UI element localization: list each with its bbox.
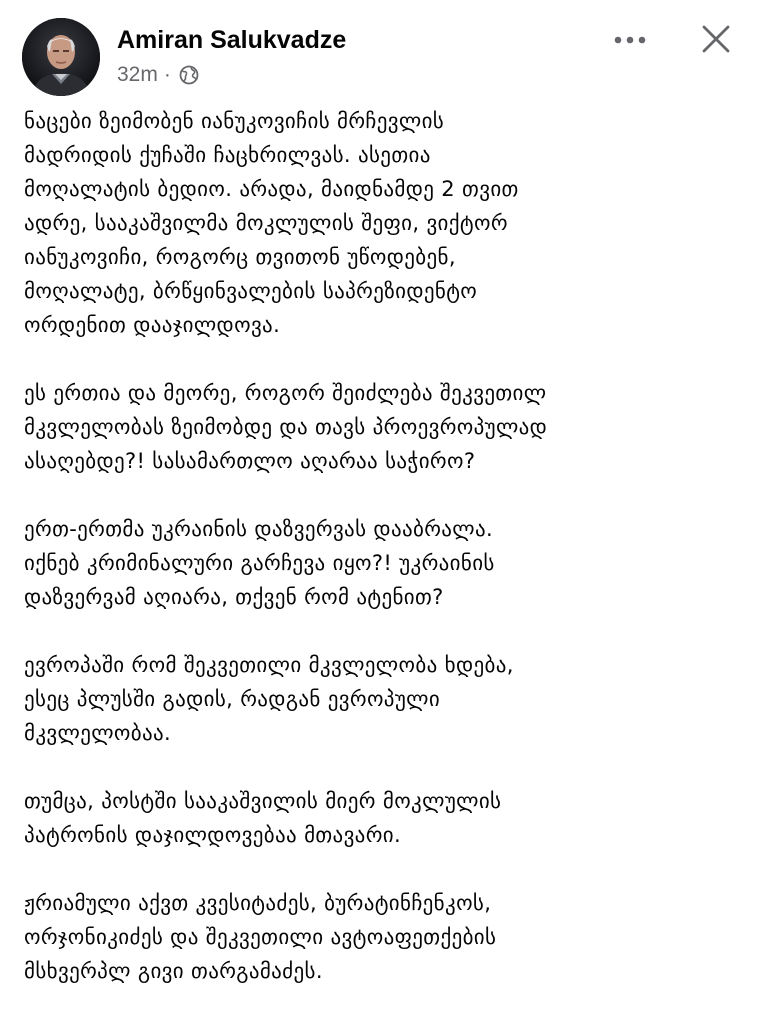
post-paragraph [24,104,744,342]
more-horizontal-icon [613,35,647,45]
text-line: იანუკოვიჩი, როგორც თვითონ უწოდებენ, [24,245,456,269]
author-avatar[interactable] [22,18,100,96]
text-line: ეს ერთია და მეორე, როგორ შეიძლება შეკვეთილ [24,381,547,405]
text-line: პატრონის დაჯილდოვებაა მთავარი. [24,823,402,847]
close-icon [701,24,731,54]
text-line: ორდენით დააჯილდოვა. [24,313,281,337]
text-line: ჟრიამული აქვთ კვესიტაძეს, ბურატინჩენკოს, [24,891,492,915]
text-line: მსხვერპლ გივი თარგამაძეს. [24,959,323,983]
post-paragraph [24,376,744,478]
post-meta [117,63,199,87]
text-line: იქნებ კრიმინალური გარჩევა იყო?! უკრაინის [24,551,495,575]
text-line: ევროპაში რომ შეკვეთილი მკვლელობა ხდება, [24,653,514,677]
text-line: ნაცები ზეიმობენ იანუკოვიჩის მრჩევლის [24,109,445,133]
text-line: მადრიდის ქუჩაში ჩაცხრილვას. ასეთია [24,143,431,167]
text-line: თუმცა, პოსტში სააკაშვილის მიერ მოკლულის [24,789,502,813]
post-body [24,104,744,1022]
author-name[interactable]: Amiran Salukvadze [117,26,347,54]
post-paragraph [24,886,744,988]
close-button[interactable] [694,17,738,61]
text-line: ასაღებდე?! სასამართლო აღარაა საჭირო? [24,449,476,473]
text-line: მკვლელობაა. [24,721,172,745]
post-paragraph [24,784,744,852]
avatar-photo [22,18,100,96]
text-line: მკვლელობას ზეიმობდე და თავს პროევროპულად [24,415,548,439]
post-paragraph [24,648,744,750]
text-line: დაზვერვამ აღიარა, თქვენ რომ ატენით? [24,585,444,609]
post-timestamp[interactable]: 32m [117,63,158,86]
meta-separator: · [163,63,171,86]
text-line: ადრე, სააკაშვილმა მოკლულის შეფი, ვიქტორ [24,211,508,235]
text-line: ერთ-ერთმა უკრაინის დაზვერვას დააბრალა. [24,517,494,541]
post-header [0,0,758,100]
post-paragraph [24,512,744,614]
text-line: მოღალატე, ბრწყინვალების საპრეზიდენტო [24,279,478,303]
text-line: ესეც პლუსში გადის, რადგან ევროპული [24,687,441,711]
more-options-button[interactable] [608,22,652,58]
globe-icon[interactable] [179,65,199,85]
text-line: ორჯონიკიძეს და შეკვეთილი ავტოაფეთქების [24,925,497,949]
text-line: მოღალატის ბედიო. არადა, მაიდნამდე 2 თვით [24,177,519,201]
